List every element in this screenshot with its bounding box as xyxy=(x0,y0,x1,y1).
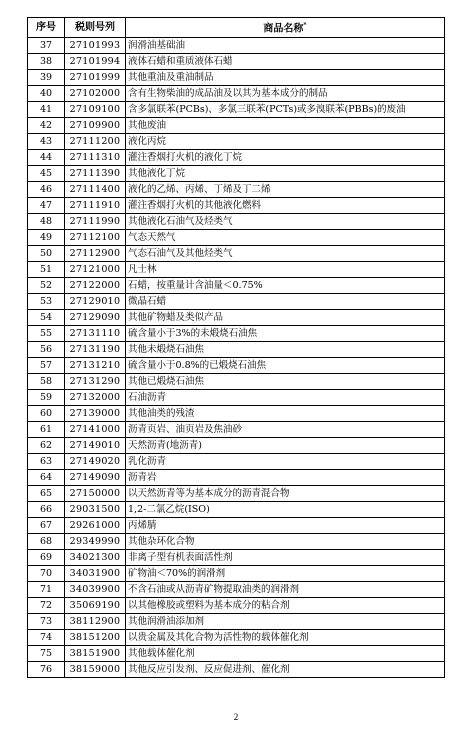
header-name-mark: * xyxy=(303,21,307,29)
row-seq: 55 xyxy=(28,326,65,342)
row-code: 27149090 xyxy=(65,470,126,486)
row-code: 27149010 xyxy=(65,438,126,454)
row-seq: 43 xyxy=(28,134,65,150)
row-name: 非离子型有机表面活性剂 xyxy=(126,550,445,566)
row-code: 35069190 xyxy=(65,598,126,614)
row-name: 不含石油或从沥青矿物提取油类的润滑剂 xyxy=(126,582,445,598)
table-row xyxy=(28,86,445,102)
row-code: 27101999 xyxy=(65,70,126,86)
row-seq: 76 xyxy=(28,662,65,678)
row-seq: 44 xyxy=(28,150,65,166)
row-seq: 63 xyxy=(28,454,65,470)
table-row xyxy=(28,198,445,214)
row-seq: 70 xyxy=(28,566,65,582)
table-row xyxy=(28,230,445,246)
row-name: 沥青页岩、油页岩及焦油砂 xyxy=(126,422,445,438)
row-name: 气态天然气 xyxy=(126,230,445,246)
table-row xyxy=(28,326,445,342)
row-name: 以贵金属及其化合物为活性物的载体催化剂 xyxy=(126,630,445,646)
row-seq: 54 xyxy=(28,310,65,326)
table-row xyxy=(28,662,445,678)
row-seq: 39 xyxy=(28,70,65,86)
row-seq: 73 xyxy=(28,614,65,630)
row-name: 硫含量小于0.8%的已煅烧石油焦 xyxy=(126,358,445,374)
row-name: 其他矿物蜡及类似产品 xyxy=(126,310,445,326)
table-row xyxy=(28,502,445,518)
row-name: 液化的乙烯、丙烯、丁烯及丁二烯 xyxy=(126,182,445,198)
row-name: 灌注香烟打火机的其他液化燃料 xyxy=(126,198,445,214)
row-name: 以其他橡胶或塑料为基本成分的粘合剂 xyxy=(126,598,445,614)
table-row xyxy=(28,262,445,278)
row-code: 38151200 xyxy=(65,630,126,646)
row-seq: 53 xyxy=(28,294,65,310)
table-row xyxy=(28,214,445,230)
row-name: 含多氯联苯(PCBs)、多氯三联苯(PCTs)或多溴联苯(PBBs)的废油 xyxy=(126,102,445,118)
row-name: 其他重油及重油制品 xyxy=(126,70,445,86)
row-name: 其他反应引发剂、反应促进剂、催化剂 xyxy=(126,662,445,678)
row-code: 27122000 xyxy=(65,278,126,294)
row-name: 硫含量小于3%的未煅烧石油焦 xyxy=(126,326,445,342)
row-name: 其他油类的残渣 xyxy=(126,406,445,422)
row-code: 27131290 xyxy=(65,374,126,390)
row-code: 27109900 xyxy=(65,118,126,134)
row-code: 27109100 xyxy=(65,102,126,118)
row-name: 沥青岩 xyxy=(126,470,445,486)
table-row xyxy=(28,70,445,86)
row-seq: 59 xyxy=(28,390,65,406)
row-name: 凡士林 xyxy=(126,262,445,278)
table-row xyxy=(28,390,445,406)
table-row xyxy=(28,614,445,630)
row-name: 含有生物柴油的成品油及以其为基本成分的制品 xyxy=(126,86,445,102)
row-seq: 67 xyxy=(28,518,65,534)
row-code: 27101993 xyxy=(65,38,126,54)
page-number: 2 xyxy=(233,712,239,722)
row-code: 29261000 xyxy=(65,518,126,534)
row-seq: 51 xyxy=(28,262,65,278)
row-seq: 49 xyxy=(28,230,65,246)
row-seq: 57 xyxy=(28,358,65,374)
row-name: 其他液化石油气及烃类气 xyxy=(126,214,445,230)
row-code: 27121000 xyxy=(65,262,126,278)
row-code: 27101994 xyxy=(65,54,126,70)
row-seq: 66 xyxy=(28,502,65,518)
row-name: 其他已煅烧石油焦 xyxy=(126,374,445,390)
row-code: 27112900 xyxy=(65,246,126,262)
row-code: 27111390 xyxy=(65,166,126,182)
row-seq: 62 xyxy=(28,438,65,454)
row-code: 38159000 xyxy=(65,662,126,678)
table-row xyxy=(28,134,445,150)
table-row xyxy=(28,358,445,374)
row-name: 液化丙烷 xyxy=(126,134,445,150)
table-row xyxy=(28,566,445,582)
row-seq: 45 xyxy=(28,166,65,182)
row-code: 34039900 xyxy=(65,582,126,598)
row-code: 34021300 xyxy=(65,550,126,566)
row-seq: 52 xyxy=(28,278,65,294)
row-name: 乳化沥青 xyxy=(126,454,445,470)
table-row xyxy=(28,486,445,502)
row-name: 其他液化丁烷 xyxy=(126,166,445,182)
row-name: 其他杂环化合物 xyxy=(126,534,445,550)
table-row xyxy=(28,438,445,454)
row-seq: 48 xyxy=(28,214,65,230)
table-row xyxy=(28,182,445,198)
row-code: 27131110 xyxy=(65,326,126,342)
row-code: 27111990 xyxy=(65,214,126,230)
row-seq: 71 xyxy=(28,582,65,598)
row-code: 34031900 xyxy=(65,566,126,582)
row-seq: 37 xyxy=(28,38,65,54)
row-seq: 74 xyxy=(28,630,65,646)
row-name: 液体石蜡和重质液体石蜡 xyxy=(126,54,445,70)
row-name: 丙烯腈 xyxy=(126,518,445,534)
header-code: 税则号列 xyxy=(65,18,126,38)
row-seq: 50 xyxy=(28,246,65,262)
row-seq: 38 xyxy=(28,54,65,70)
table-row xyxy=(28,582,445,598)
table-row xyxy=(28,310,445,326)
table-row xyxy=(28,294,445,310)
row-code: 27112100 xyxy=(65,230,126,246)
table-row xyxy=(28,518,445,534)
row-name: 其他废油 xyxy=(126,118,445,134)
table-row xyxy=(28,630,445,646)
row-seq: 41 xyxy=(28,102,65,118)
table-row xyxy=(28,102,445,118)
table-row xyxy=(28,598,445,614)
row-name: 其他载体催化剂 xyxy=(126,646,445,662)
row-name: 微晶石蜡 xyxy=(126,294,445,310)
table-row xyxy=(28,166,445,182)
row-code: 38112900 xyxy=(65,614,126,630)
row-seq: 42 xyxy=(28,118,65,134)
table-row xyxy=(28,118,445,134)
row-code: 27111400 xyxy=(65,182,126,198)
row-code: 29349990 xyxy=(65,534,126,550)
row-code: 29031500 xyxy=(65,502,126,518)
table-body xyxy=(28,38,445,678)
row-code: 27141000 xyxy=(65,422,126,438)
table-row xyxy=(28,422,445,438)
row-seq: 47 xyxy=(28,198,65,214)
row-code: 38151900 xyxy=(65,646,126,662)
row-name: 石油沥青 xyxy=(126,390,445,406)
row-name: 石蜡，按重量计含油量＜0.75% xyxy=(126,278,445,294)
row-code: 27150000 xyxy=(65,486,126,502)
row-code: 27129010 xyxy=(65,294,126,310)
table-row xyxy=(28,246,445,262)
row-seq: 69 xyxy=(28,550,65,566)
table-row xyxy=(28,406,445,422)
row-name: 1,2-二氯乙烷(ISO) xyxy=(126,502,445,518)
row-name: 其他未煅烧石油焦 xyxy=(126,342,445,358)
row-name: 以天然沥青等为基本成分的沥青混合物 xyxy=(126,486,445,502)
header-seq: 序号 xyxy=(28,18,65,38)
table-row xyxy=(28,38,445,54)
row-code: 27111200 xyxy=(65,134,126,150)
row-code: 27131190 xyxy=(65,342,126,358)
row-code: 27111310 xyxy=(65,150,126,166)
row-seq: 46 xyxy=(28,182,65,198)
row-code: 27131210 xyxy=(65,358,126,374)
row-seq: 65 xyxy=(28,486,65,502)
table-row xyxy=(28,534,445,550)
row-name: 矿物油＜70%的润滑剂 xyxy=(126,566,445,582)
row-name: 灌注香烟打火机的液化丁烷 xyxy=(126,150,445,166)
row-seq: 60 xyxy=(28,406,65,422)
tariff-table xyxy=(27,17,445,678)
table-row xyxy=(28,374,445,390)
table-row xyxy=(28,646,445,662)
row-seq: 75 xyxy=(28,646,65,662)
row-seq: 64 xyxy=(28,470,65,486)
row-code: 27111910 xyxy=(65,198,126,214)
row-seq: 58 xyxy=(28,374,65,390)
row-name: 润滑油基础油 xyxy=(126,38,445,54)
header-name-text: 商品名称 xyxy=(263,23,304,35)
row-code: 27132000 xyxy=(65,390,126,406)
table-row xyxy=(28,550,445,566)
row-code: 27129090 xyxy=(65,310,126,326)
row-seq: 56 xyxy=(28,342,65,358)
row-seq: 72 xyxy=(28,598,65,614)
table-row xyxy=(28,454,445,470)
table-row xyxy=(28,278,445,294)
table-row xyxy=(28,150,445,166)
row-seq: 40 xyxy=(28,86,65,102)
row-code: 27139000 xyxy=(65,406,126,422)
row-name: 天然沥青(地沥青) xyxy=(126,438,445,454)
row-name: 气态石油气及其他烃类气 xyxy=(126,246,445,262)
header-name xyxy=(126,18,445,38)
row-code: 27149020 xyxy=(65,454,126,470)
table-row xyxy=(28,54,445,70)
row-name: 其他润滑油添加剂 xyxy=(126,614,445,630)
table-row xyxy=(28,470,445,486)
row-seq: 61 xyxy=(28,422,65,438)
table-row xyxy=(28,342,445,358)
row-code: 27102000 xyxy=(65,86,126,102)
row-seq: 68 xyxy=(28,534,65,550)
header-row xyxy=(28,18,445,38)
